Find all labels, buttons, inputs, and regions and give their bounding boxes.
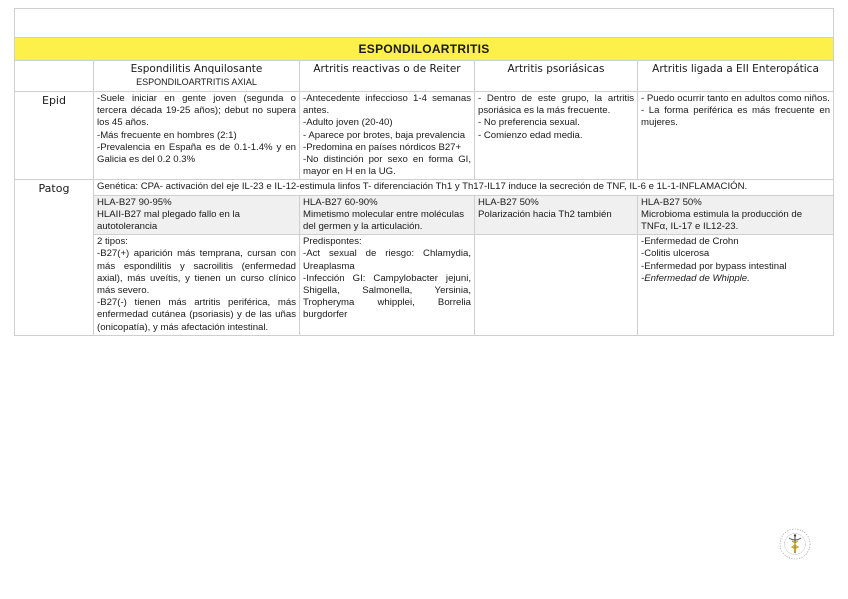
text-line: -B27(-) tienen más artritis periférica, más enfermedad cutánea (psoriasis) y de las uñas (onicopatía), y más afectación intestinal. xyxy=(97,297,296,333)
text-line: Polarización hacia Th2 también xyxy=(478,208,612,220)
text-line: HLA-B27 50% xyxy=(478,196,539,208)
text-line: -Act sexual de riesgo: Chlamydia, Ureaplasma xyxy=(303,248,471,272)
text-line: -No distinción por sexo en forma GI, mayor en H en la UG. xyxy=(303,154,471,178)
text-line: -Predomina en países nórdicos B27+ xyxy=(303,141,462,153)
text-line: - Dentro de este grupo, la artritis psoriásica es la más frecuente. xyxy=(478,93,634,117)
text-line: -Colitis ulcerosa xyxy=(641,248,710,260)
col-header-subtitle: ESPONDILOARTRITIS AXIAL xyxy=(136,77,257,87)
patog-genetica-row xyxy=(15,180,834,195)
text-line-italic: -Enfermedad de Whipple. xyxy=(641,272,750,284)
text-line: -Más frecuente en hombres (2:1) xyxy=(97,129,237,141)
detalle-col1 xyxy=(94,235,300,336)
document-sheet xyxy=(14,8,833,336)
text-line: - No preferencia sexual. xyxy=(478,117,580,129)
text-line: -Antecedente infeccioso 1-4 semanas antes. xyxy=(303,93,471,117)
detalle-col4 xyxy=(638,235,834,336)
text-line: - Puedo ocurrir tanto en adultos como niños. xyxy=(641,93,830,104)
text-line: -Adulto joven (20-40) xyxy=(303,117,393,129)
col-header-espondilitis xyxy=(94,61,300,92)
detalle-col2 xyxy=(300,235,475,336)
text-line: Microbioma estimula la producción de TNFα, IL-17 e IL12-23. xyxy=(641,208,803,233)
title-row xyxy=(15,38,834,61)
text-line: - La forma periférica es más frecuente en mujeres. xyxy=(641,105,831,129)
epid-col4 xyxy=(638,92,834,180)
text-line: -Infección GI: Campylobacter jejuni, Shigella, Salmonella, Yersinia, Tropheryma whipplei, Borrelia burgdorfer xyxy=(303,272,471,321)
caduceus-seal-icon xyxy=(777,526,813,562)
text-line: -B27(+) aparición más temprana, cursan con más espondilitis y sacroilitis (enfermedad axial), más uveítis, y tienen un curso clínico más severo. xyxy=(97,248,296,297)
col-header-artritis-reactivas: Artritis reactivas o de Reiter xyxy=(300,61,475,92)
blank-cell xyxy=(15,9,834,38)
genetica-text: Genética: CPA- activación del eje IL-23 e IL-12-estimula linfos T- diferenciación Th1 y Th17-IL17 induce la secreción de TNF, IL-6 e 1L-1-INFLAMACIÓN. xyxy=(94,180,834,195)
corner-cell xyxy=(15,61,94,92)
hla-col3 xyxy=(475,195,638,235)
col-header-artritis-eii: Artritis ligada a EII Enteropática xyxy=(638,61,834,92)
hla-col4 xyxy=(638,195,834,235)
text-line: HLA-B27 50% xyxy=(641,196,702,208)
patog-detalle-row xyxy=(15,235,834,336)
text-line: Predispontes: xyxy=(303,236,362,248)
row-label-patog: Patog xyxy=(15,180,94,335)
column-header-row xyxy=(15,61,834,92)
epid-row xyxy=(15,92,834,180)
hla-col2 xyxy=(300,195,475,235)
epid-col2 xyxy=(300,92,475,180)
row-label-epid: Epid xyxy=(15,92,94,180)
text-line: - Aparece por brotes, baja prevalencia xyxy=(303,129,466,141)
epid-col3 xyxy=(475,92,638,180)
col-header-artritis-psoriasicas: Artritis psoriásicas xyxy=(475,61,638,92)
text-line: -Enfermedad de Crohn xyxy=(641,236,739,248)
espondiloartritis-table xyxy=(14,8,834,336)
text-line: HLA-B27 60-90% xyxy=(303,196,378,208)
text-line: HLAII-B27 mal plegado fallo en la autotolerancia xyxy=(97,208,240,233)
text-line: -Suele iniciar en gente joven (segunda o tercera década 19-25 años); debut no supera los 45 años. xyxy=(97,93,296,129)
text-line: - Comienzo edad media. xyxy=(478,129,583,141)
patog-hla-row xyxy=(15,195,834,235)
epid-col1 xyxy=(94,92,300,180)
hla-col1 xyxy=(94,195,300,235)
blank-top-row xyxy=(15,9,834,38)
text-line: HLA-B27 90-95% xyxy=(97,196,172,208)
col-header-title: Espondilitis Anquilosante xyxy=(130,63,263,75)
text-line: 2 tipos: xyxy=(97,236,128,248)
table-title: ESPONDILOARTRITIS xyxy=(15,38,834,61)
text-line: Mimetismo molecular entre moléculas del germen y la articulación. xyxy=(303,208,465,233)
text-line: -Prevalencia en España es de 0.1-1.4% y en Galicia es del 0.2 0.3% xyxy=(97,141,296,166)
text-line: -Enfermedad por bypass intestinal xyxy=(641,260,787,272)
detalle-col3 xyxy=(475,235,638,336)
